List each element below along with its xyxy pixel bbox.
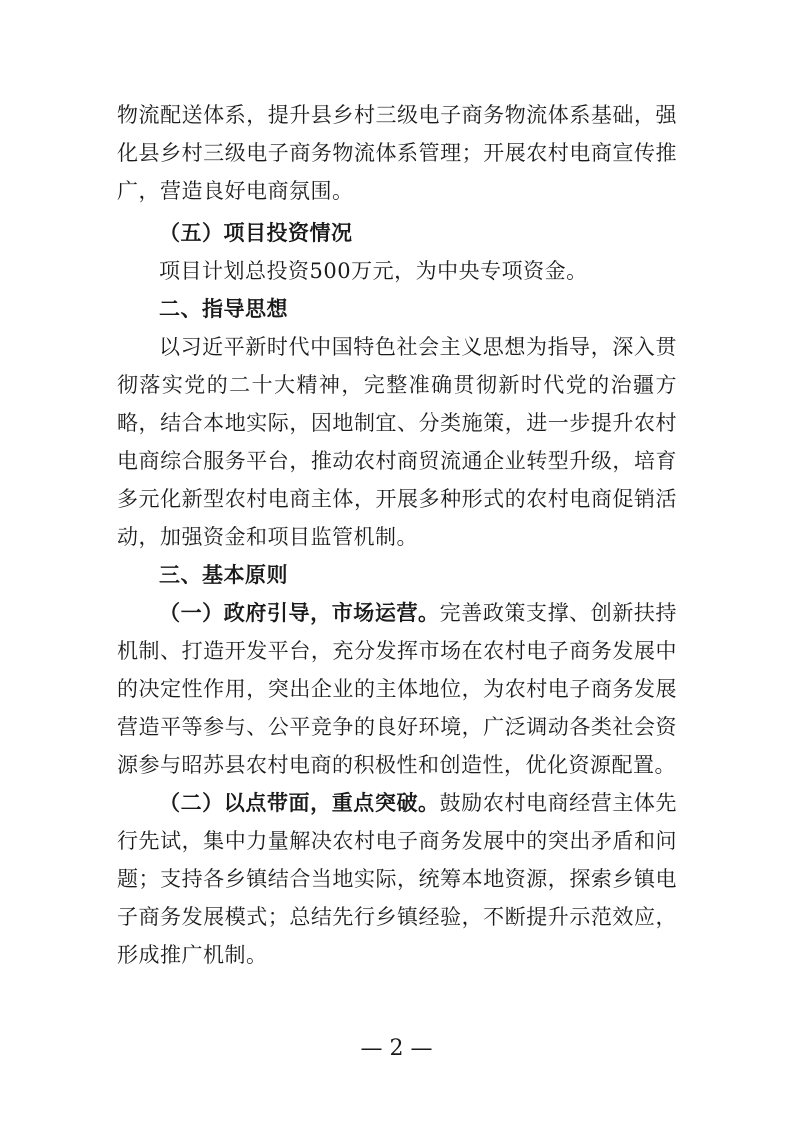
heading-guiding-thought: 二、指导思想 bbox=[159, 296, 288, 321]
document-body bbox=[117, 96, 677, 974]
paragraph-principle-1 bbox=[117, 594, 677, 784]
principle-1-text: 完善政策支撑、创新扶持机制、打造开发平台，充分发挥市场在农村电子商务发展中的决定性作用，突出企业的主体地位，为农村电子商务发展营造平等参与、公平竞争的良好环境，广泛调动各类社会资源参与昭苏县农村电商的积极性和创造性，优化资源配置。 bbox=[117, 601, 678, 777]
paragraph-logistics: 物流配送体系，提升县乡村三级电子商务物流体系基础，强化县乡村三级电子商务物流体系管理；开展农村电商宣传推广，营造良好电商氛围。 bbox=[117, 103, 677, 203]
heading-basic-principles: 三、基本原则 bbox=[159, 562, 288, 587]
page-number: — 2 — bbox=[360, 1036, 433, 1061]
principle-2-title: （二）以点带面，重点突破。 bbox=[159, 790, 440, 815]
principle-1-title: （一）政府引导，市场运营。 bbox=[159, 600, 440, 625]
heading-investment: （五）项目投资情况 bbox=[159, 220, 353, 245]
paragraph-investment: 项目计划总投资500万元，为中央专项资金。 bbox=[159, 259, 588, 283]
principle-2-text: 鼓励农村电商经营主体先行先试，集中力量解决农村电子商务发展中的突出矛盾和问题；支持各乡镇结合当地实际，统筹本地资源，探索乡镇电子商务发展模式；总结先行乡镇经验，不断提升示范效应，形成推广机制。 bbox=[117, 791, 678, 967]
paragraph-principle-2 bbox=[117, 784, 677, 974]
paragraph-guiding-thought: 以习近平新时代中国特色社会主义思想为指导，深入贯彻落实党的二十大精神，完整准确贯彻新时代党的治疆方略，结合本地实际，因地制宜、分类施策，进一步提升农村电商综合服务平台，推动农村商贸流通企业转型升级，培育多元化新型农村电商主体，开展多种形式的农村电商促销活动，加强资金和项目监管机制。 bbox=[117, 335, 677, 549]
